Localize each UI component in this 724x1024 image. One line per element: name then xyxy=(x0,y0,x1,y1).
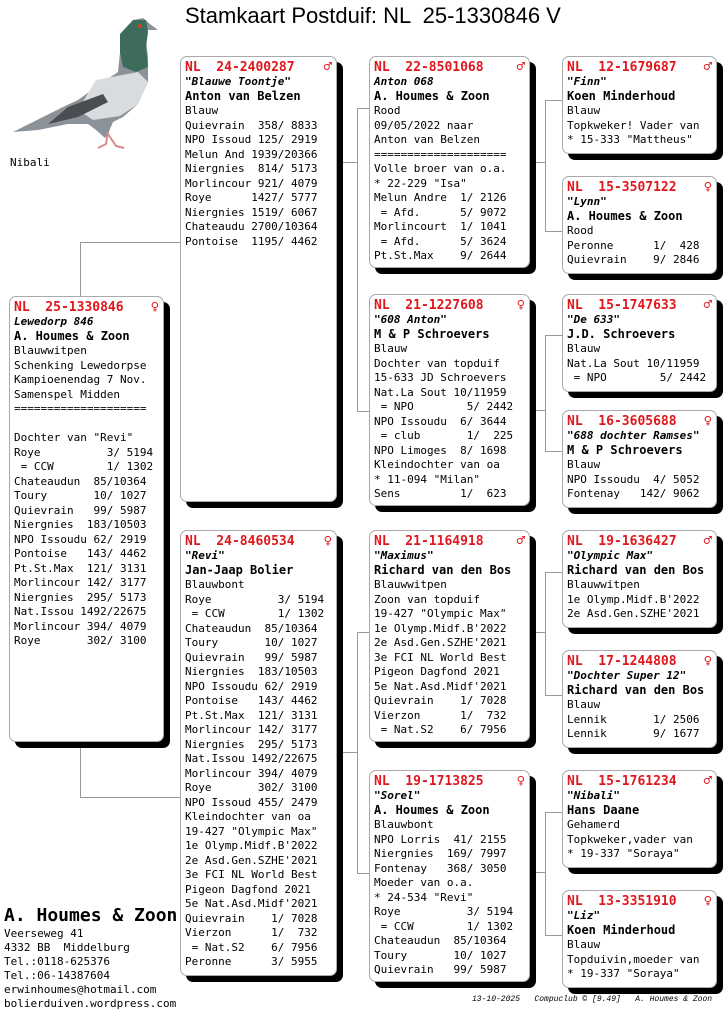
card-line: Anton van Belzen xyxy=(374,133,480,146)
card-line: Blauw xyxy=(567,698,601,711)
card-line: Quievrain 1/ 7028 xyxy=(185,911,318,925)
card-line: 1e Olymp.Midf.B'2022 xyxy=(185,839,318,852)
ring-number: NL 19-1636427 xyxy=(567,534,677,549)
connector-line xyxy=(80,745,181,798)
card-line: Morlincourt 1/ 1041 xyxy=(374,220,507,233)
breeder-lines xyxy=(4,927,177,1011)
card-line: 15-633 JD Schroevers xyxy=(374,371,507,384)
card-line: 2e Asd.Gen.SZHE'2021 xyxy=(374,636,507,649)
card-line: Chateaudun 85/10364 xyxy=(14,474,147,488)
footer-text: 13-10-2025 Compuclub © [9.49] A. Houmes & Zoon xyxy=(472,995,713,1004)
ring-number: NL 24-8460534 xyxy=(185,534,295,549)
card-line: Quievrain 358/ 8833 xyxy=(185,118,318,132)
owner-name: Koen Minderhoud xyxy=(567,923,676,937)
card-line: Kleindochter van oa xyxy=(185,810,311,823)
pigeon-name: "Olympic Max" xyxy=(567,549,654,562)
card-line: = NPO 5/ 2442 xyxy=(374,400,514,413)
card-line: Morlincour 394/ 4079 xyxy=(14,619,147,633)
owner-name: J.D. Schroevers xyxy=(567,327,676,341)
breeder-line: erwinhoumes@hotmail.com xyxy=(4,983,157,996)
card-header xyxy=(374,298,525,313)
card-line: Quievrain 9/ 2846 xyxy=(567,253,700,266)
ring-number: NL 24-2400287 xyxy=(185,60,295,75)
card-line: Roye 302/ 3100 xyxy=(14,634,147,647)
card-line: Blauw xyxy=(567,104,601,117)
card-line: Topkweker,vader van xyxy=(567,832,693,846)
pedigree-card-ggp-4[interactable] xyxy=(562,410,717,508)
card-line: Pigeon Dagfond 2021 xyxy=(374,665,500,678)
pedigree-card-paternal-grandfather[interactable] xyxy=(369,56,530,268)
ring-number: NL 19-1713825 xyxy=(374,774,484,789)
female-icon: ♀ xyxy=(516,297,525,313)
card-line: Lennik 9/ 1677 xyxy=(567,727,700,740)
pedigree-card-subject[interactable] xyxy=(9,296,164,742)
card-line: Quievrain 1/ 7028 xyxy=(374,694,507,707)
male-icon: ♂ xyxy=(323,59,332,75)
owner-name: A. Houmes & Zoon xyxy=(374,89,490,103)
card-line: Zoon van topduif xyxy=(374,592,480,606)
card-line: ==================== xyxy=(14,402,147,415)
card-header xyxy=(567,774,712,789)
owner-name: Jan-Jaap Bolier xyxy=(185,563,294,577)
male-icon: ♂ xyxy=(516,533,525,549)
ring-number: NL 15-3507122 xyxy=(567,180,677,195)
card-line: Roye 3/ 5194 xyxy=(374,905,514,918)
card-line: Nat.La Sout 10/11959 xyxy=(374,385,507,399)
card-line: Blauwwitpen xyxy=(567,578,640,591)
card-line: Niergnies 295/ 5173 xyxy=(14,590,147,604)
pigeon-name: "608 Anton" xyxy=(374,313,447,326)
card-header xyxy=(14,300,159,315)
card-line: 5e Nat.Asd.Midf'2021 xyxy=(374,679,507,693)
card-line: Morlincour 142/ 3177 xyxy=(185,723,318,736)
ring-number: NL 25-1330846 xyxy=(14,300,124,315)
card-line: Samenspel Midden xyxy=(14,387,120,401)
card-line: Pontoise 1195/ 4462 xyxy=(185,234,318,248)
card-line: Sens 1/ 623 xyxy=(374,487,507,500)
card-line: Moeder van o.a. xyxy=(374,876,474,889)
card-line: Chateaudun 85/10364 xyxy=(374,934,507,947)
male-icon: ♂ xyxy=(703,533,712,549)
breeder-line: Tel.:06-14387604 xyxy=(4,969,110,982)
pigeon-name: "Sorel" xyxy=(374,789,421,802)
female-icon: ♀ xyxy=(703,179,712,195)
connector-line xyxy=(337,162,357,164)
card-line: Blauw xyxy=(374,342,408,355)
ring-number: NL 13-3351910 xyxy=(567,894,677,909)
card-line: 5e Nat.Asd.Midf'2021 xyxy=(185,897,318,910)
card-line: = club 1/ 225 xyxy=(374,429,514,442)
pedigree-card-mother[interactable] xyxy=(180,530,337,976)
owner-name: Richard van den Bos xyxy=(567,563,705,577)
ring-number: NL 15-1747633 xyxy=(567,298,677,313)
breeder-line: bolierduiven.wordpress.com xyxy=(4,997,177,1010)
breeder-line: Veerseweg 41 xyxy=(4,927,84,940)
owner-name: Richard van den Bos xyxy=(374,563,512,577)
card-line: Nat.La Sout 10/11959 xyxy=(567,356,700,370)
card-header xyxy=(567,894,712,909)
card-line: Gehamerd xyxy=(567,818,620,831)
card-line: NPO Lorris 41/ 2155 xyxy=(374,832,507,846)
card-line: Fontenay 142/ 9062 xyxy=(567,487,700,500)
male-icon: ♂ xyxy=(703,297,712,313)
card-line: Quievrain 99/ 5987 xyxy=(14,503,147,517)
card-line: = CCW 1/ 1302 xyxy=(14,460,154,473)
card-line: Blauw xyxy=(567,342,601,355)
card-header xyxy=(185,534,332,549)
breeder-name: A. Houmes & Zoon xyxy=(4,905,178,926)
card-line: NPO Issoudu 4/ 5052 xyxy=(567,472,700,486)
card-line: Chateaudu 2700/10364 xyxy=(185,220,318,233)
card-header xyxy=(567,414,712,429)
pigeon-name: "Dochter Super 12" xyxy=(567,669,687,682)
card-line: Roye 3/ 5194 xyxy=(185,592,325,606)
card-line: Blauwwitpen xyxy=(14,344,87,357)
card-line: * 24-534 "Revi" xyxy=(374,890,474,904)
card-line: Niergnies 1519/ 6067 xyxy=(185,205,318,219)
card-line: * 19-337 "Soraya" xyxy=(567,967,680,980)
connector-line xyxy=(530,632,545,634)
pigeon-name: "Blauwe Toontje" xyxy=(185,75,291,88)
card-header xyxy=(374,534,525,549)
card-line: NPO Issoud 455/ 2479 xyxy=(185,795,318,809)
card-line: Fontenay 368/ 3050 xyxy=(374,861,507,875)
card-line: NPO Issoud 125/ 2919 xyxy=(185,133,318,146)
breeder-contact xyxy=(4,905,177,1011)
card-line: = CCW 1/ 1302 xyxy=(185,607,325,620)
card-line: Toury 10/ 1027 xyxy=(14,489,147,502)
card-header xyxy=(567,534,712,549)
card-line: Roye 302/ 3100 xyxy=(185,781,318,794)
pedigree-card-ggp-6[interactable] xyxy=(562,650,717,748)
card-line: Blauw xyxy=(185,104,219,117)
card-line: Rood xyxy=(567,224,594,237)
pigeon-name: "Maximus" xyxy=(374,549,434,562)
card-line: Volle broer van o.a. xyxy=(374,162,507,175)
pedigree-card-maternal-grandmother[interactable] xyxy=(369,770,530,982)
page-title: Stamkaart Postduif: NL 25-1330846 V xyxy=(185,3,561,28)
card-line: Vierzon 1/ 732 xyxy=(185,926,318,939)
card-line: Niergnies 295/ 5173 xyxy=(185,737,318,751)
card-line: = NPO 5/ 2442 xyxy=(567,371,707,384)
pedigree-card-ggp-8[interactable] xyxy=(562,890,717,988)
card-line: Topkweker! Vader van xyxy=(567,118,700,132)
card-line: Niergnies 169/ 7997 xyxy=(374,847,507,860)
card-line: Pigeon Dagfond 2021 xyxy=(185,882,311,896)
connector-line xyxy=(530,872,545,874)
pedigree-card-ggp-3[interactable] xyxy=(562,294,717,392)
card-line: NPO Issoudu 62/ 2919 xyxy=(185,679,318,693)
card-line: Melun Andre 1/ 2126 xyxy=(374,191,507,204)
pedigree-card-ggp-5[interactable] xyxy=(562,530,717,628)
female-icon: ♀ xyxy=(703,653,712,669)
card-line: Kleindochter van oa xyxy=(374,458,500,471)
card-line: 19-427 "Olympic Max" xyxy=(374,607,507,620)
card-header xyxy=(567,654,712,669)
pigeon-name: "Revi" xyxy=(185,549,225,562)
ring-number: NL 22-8501068 xyxy=(374,60,484,75)
pedigree-card-paternal-grandmother[interactable] xyxy=(369,294,530,506)
breeder-line: Tel.:0118-625376 xyxy=(4,955,110,968)
card-line: NPO Issoudu 6/ 3644 xyxy=(374,414,507,428)
pigeon-name: "De 633" xyxy=(567,313,620,326)
pedigree-card-father[interactable] xyxy=(180,56,337,502)
card-line: 2e Asd.Gen.SZHE'2021 xyxy=(567,607,700,620)
card-line: 3e FCI NL World Best xyxy=(374,650,507,664)
card-line: 1e Olymp.Midf.B'2022 xyxy=(567,592,700,606)
pedigree-card-maternal-grandfather[interactable] xyxy=(369,530,530,742)
card-line: Blauw xyxy=(567,938,601,951)
owner-name: A. Houmes & Zoon xyxy=(374,803,490,817)
breeder-line: 4332 BB Middelburg xyxy=(4,941,130,954)
card-line: Blauwwitpen xyxy=(374,578,447,591)
card-line: Morlincour 921/ 4079 xyxy=(185,176,318,190)
male-icon: ♂ xyxy=(516,59,525,75)
card-line: = Afd. 5/ 9072 xyxy=(374,205,507,219)
female-icon: ♀ xyxy=(516,773,525,789)
card-line: = Nat.S2 6/ 7956 xyxy=(185,940,318,954)
card-line: Melun And 1939/20366 xyxy=(185,147,318,161)
owner-name: A. Houmes & Zoon xyxy=(567,209,683,223)
card-line: * 22-229 "Isa" xyxy=(374,176,467,190)
card-header xyxy=(567,60,712,75)
female-icon: ♀ xyxy=(323,533,332,549)
connector-line xyxy=(530,162,545,164)
pigeon-name: "Liz" xyxy=(567,909,601,922)
card-line: Dochter van "Revi" xyxy=(14,431,134,444)
male-icon: ♂ xyxy=(703,773,712,789)
connector-line xyxy=(80,242,181,298)
female-icon: ♀ xyxy=(150,299,159,315)
female-icon: ♀ xyxy=(703,893,712,909)
card-line: Pt.St.Max 121/ 3131 xyxy=(185,708,318,722)
card-line: NPO Issoudu 62/ 2919 xyxy=(14,532,147,546)
owner-name: Hans Daane xyxy=(567,803,640,817)
card-line: Kampioenendag 7 Nov. xyxy=(14,373,147,386)
card-line: Blauw xyxy=(567,458,601,471)
pigeon-name: "Nibali" xyxy=(567,789,620,802)
card-header xyxy=(567,298,712,313)
card-line: = Afd. 5/ 3624 xyxy=(374,234,507,248)
pigeon-name: "Finn" xyxy=(567,75,607,88)
owner-name: Richard van den Bos xyxy=(567,683,705,697)
pigeon-name: Anton 068 xyxy=(374,75,434,88)
card-line: Blauwbont xyxy=(374,818,434,831)
pigeon-name: Lewedorp 846 xyxy=(14,315,94,328)
card-line: NPO Limoges 8/ 1698 xyxy=(374,443,507,457)
card-line: Nat.Issou 1492/22675 xyxy=(185,752,318,765)
card-line: 09/05/2022 naar xyxy=(374,118,474,132)
card-line: Pt.St.Max 9/ 2644 xyxy=(374,249,507,262)
card-line: * 15-333 "Mattheus" xyxy=(567,133,693,146)
ring-number: NL 17-1244808 xyxy=(567,654,677,669)
card-line: Peronne 1/ 428 xyxy=(567,238,700,252)
card-line: Quievrain 99/ 5987 xyxy=(185,650,318,664)
card-line: Dochter van topduif xyxy=(374,356,500,370)
card-header xyxy=(567,180,712,195)
owner-name: Koen Minderhoud xyxy=(567,89,676,103)
card-line: Pontoise 143/ 4462 xyxy=(185,694,318,707)
photo-caption: Nibali xyxy=(10,156,50,169)
pedigree-card-ggp-2[interactable] xyxy=(562,176,717,274)
pigeon-name: "688 dochter Ramses" xyxy=(567,429,700,442)
card-line: Rood xyxy=(374,104,401,117)
card-line: Blauwbont xyxy=(185,578,245,591)
card-line: Toury 10/ 1027 xyxy=(374,948,507,962)
card-line: Niergnies 814/ 5173 xyxy=(185,162,318,175)
card-line: Pt.St.Max 121/ 3131 xyxy=(14,561,147,575)
card-header xyxy=(374,774,525,789)
owner-name: Anton van Belzen xyxy=(185,89,301,103)
pedigree-card-ggp-1[interactable] xyxy=(562,56,717,154)
card-line: Schenking Lewedorpse xyxy=(14,358,147,372)
card-line: ==================== xyxy=(374,147,507,161)
ring-number: NL 12-1679687 xyxy=(567,60,677,75)
card-header xyxy=(185,60,332,75)
owner-name: A. Houmes & Zoon xyxy=(14,329,130,343)
card-line: = Nat.S2 6/ 7956 xyxy=(374,723,507,736)
card-line xyxy=(14,417,159,432)
card-line: Morlincour 394/ 4079 xyxy=(185,766,318,780)
card-line: Pontoise 143/ 4462 xyxy=(14,547,147,560)
card-line: 19-427 "Olympic Max" xyxy=(185,824,318,838)
card-header xyxy=(374,60,525,75)
card-line: Roye 3/ 5194 xyxy=(14,445,154,459)
card-line: Niergnies 183/10503 xyxy=(14,518,147,531)
owner-name: M & P Schroevers xyxy=(567,443,683,457)
pigeon-name: "Lynn" xyxy=(567,195,607,208)
pedigree-card-ggp-7[interactable] xyxy=(562,770,717,868)
card-line: * 11-094 "Milan" xyxy=(374,472,480,486)
card-line: Roye 1427/ 5777 xyxy=(185,191,318,204)
card-line: Topduivin,moeder van xyxy=(567,952,700,966)
card-line: Nat.Issou 1492/22675 xyxy=(14,605,147,618)
pigeon-photo xyxy=(8,12,158,157)
connector-line xyxy=(530,410,545,412)
card-line: Toury 10/ 1027 xyxy=(185,636,318,649)
ring-number: NL 16-3605688 xyxy=(567,414,677,429)
card-line: * 19-337 "Soraya" xyxy=(567,847,680,860)
card-line: Vierzon 1/ 732 xyxy=(374,708,507,722)
card-line: = CCW 1/ 1302 xyxy=(374,919,514,933)
card-line: 3e FCI NL World Best xyxy=(185,868,318,881)
ring-number: NL 21-1164918 xyxy=(374,534,484,549)
card-line: Lennik 1/ 2506 xyxy=(567,712,700,726)
card-line: 1e Olymp.Midf.B'2022 xyxy=(374,621,507,635)
card-line: Morlincour 142/ 3177 xyxy=(14,576,147,589)
card-line: Niergnies 183/10503 xyxy=(185,665,318,678)
card-line: 2e Asd.Gen.SZHE'2021 xyxy=(185,853,318,867)
card-line: Quievrain 99/ 5987 xyxy=(374,963,507,976)
ring-number: NL 21-1227608 xyxy=(374,298,484,313)
male-icon: ♂ xyxy=(703,59,712,75)
card-line: Peronne 3/ 5955 xyxy=(185,955,318,968)
ring-number: NL 15-1761234 xyxy=(567,774,677,789)
card-line: Chateaudun 85/10364 xyxy=(185,621,318,635)
owner-name: M & P Schroevers xyxy=(374,327,490,341)
female-icon: ♀ xyxy=(703,413,712,429)
connector-line xyxy=(337,752,357,754)
